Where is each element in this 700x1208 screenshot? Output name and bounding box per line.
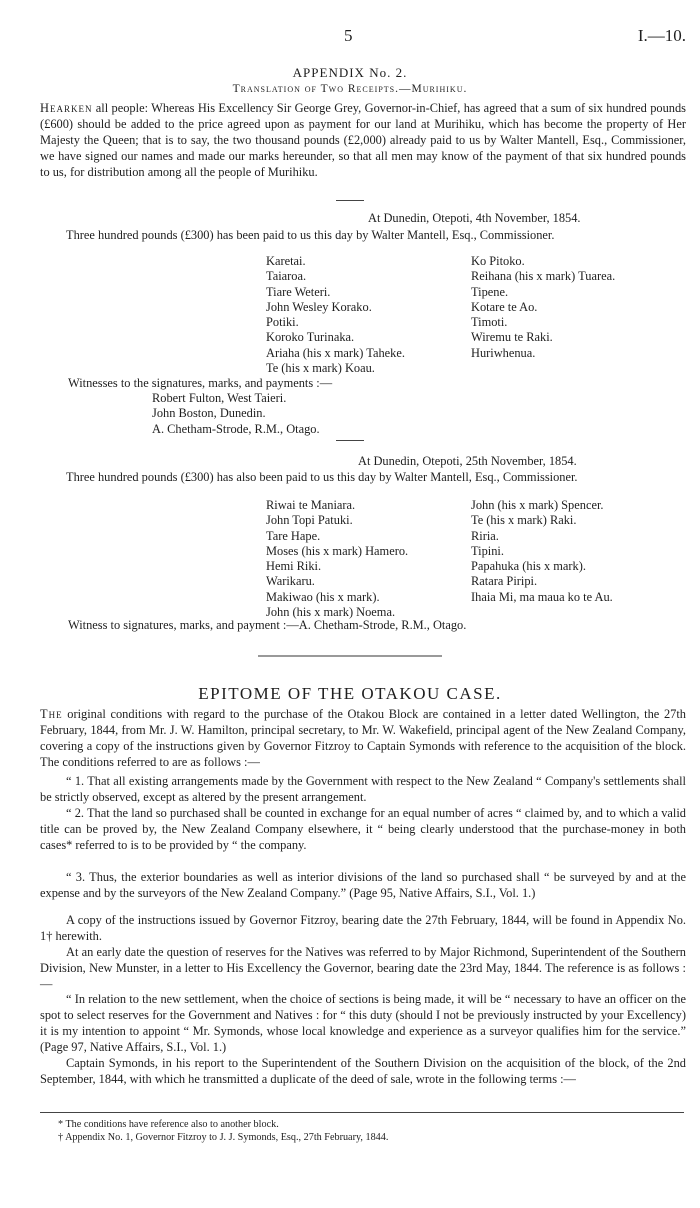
receipt2-statement: Three hundred pounds (£300) has also been paid to us this day by Walter Mantell, Esq., Commissioner.: [66, 470, 578, 484]
appendix-intro: [40, 100, 686, 180]
receipt1-witness-heading: Witnesses to the signatures, marks, and payments :—: [68, 376, 333, 390]
signatory: Ariaha (his x mark) Taheke.: [266, 345, 405, 360]
signatory: Makiwao (his x mark).: [266, 589, 380, 604]
witness: John Boston, Dunedin.: [152, 406, 266, 421]
signatory: Huriwhenua.: [471, 345, 536, 360]
epitome-paragraph: A copy of the instructions issued by Governor Fitzroy, bearing date the 27th February, 1844, will be found in Appendix No. 1† herewith.: [40, 913, 686, 943]
signatory: Tare Hape.: [266, 528, 321, 543]
signatory: Te (his x mark) Raki.: [471, 513, 577, 528]
receipt1-signatories-left: [266, 254, 405, 376]
signatory: John Wesley Korako.: [266, 299, 372, 314]
section-divider: [336, 200, 364, 201]
epitome-paragraph-text: original conditions with regard to the purchase of the Otakou Block are contained in a letter dated Wellington, the 27th February, 1844, from Mr. J. W. Hamilton, principal secretary, to Mr. W. Wakefield, principal agent of the New Zealand Company, covering a copy of the instructions given by Governor Fitzroy to Captain Symonds with reference to the acquisition of the block. The conditions referred to are as follows :—: [40, 707, 686, 769]
signatory: Koroko Turinaka.: [266, 330, 355, 345]
epitome-paragraph: [40, 706, 686, 770]
signatory: Tipini.: [471, 543, 504, 558]
quoted-condition-3: “ 3. Thus, the exterior boundaries as well as interior divisions of the land so purchased shall “ be surveyed by and at the expense and by the surveyors of the New Zealand Company.” (Page 95, Native Affairs, S.I., Vol. 1.): [40, 870, 686, 900]
signatory: Papahuka (his x mark).: [471, 559, 586, 574]
signatory: Reihana (his x mark) Tuarea.: [471, 269, 616, 284]
section-divider: [258, 655, 442, 657]
signatory: John (his x mark) Noema.: [266, 605, 396, 620]
signatory: Kotare te Ao.: [471, 299, 538, 314]
signatory: Timoti.: [471, 315, 508, 330]
epitome-paragraph: At an early date the question of reserves for the Natives was referred to by Major Richmond, Superintendent of the Southern Division, New Munster, in a letter to His Excellency the Governor, bearing date the 23rd May, 1844. The reference is as follows :—: [40, 945, 686, 991]
intro-text: all people: Whereas His Excellency Sir George Grey, Governor-in-Chief, has agreed that a sum of six hundred pounds (£600) should be added to the price agreed upon as payment for our land at Murihiku, which has become the property of Her Majesty the Queen; that is to say, the two thousand pounds (£2,000) already paid to us by Walter Mantell, Esq., Commissioner, we have signed our names and made our marks hereunder, so that all men may know of the payment of that six hundred pounds to us, for distribution among all the people of Murihiku.: [40, 101, 686, 179]
signatory: Wiremu te Raki.: [471, 330, 553, 345]
signatory: Ihaia Mi, ma maua ko te Au.: [471, 589, 613, 604]
epitome-lead-word: The: [40, 707, 63, 721]
receipt2-signatories-left: [266, 498, 408, 620]
epitome-title: EPITOME OF THE OTAKOU CASE.: [198, 684, 502, 703]
signatory: Tiare Weteri.: [266, 284, 331, 299]
intro-lead-word: Hearken: [40, 101, 93, 115]
receipt2-dateline: At Dunedin, Otepoti, 25th November, 1854.: [358, 454, 577, 468]
witness: A. Chetham-Strode, R.M., Otago.: [152, 421, 320, 436]
signatory: Te (his x mark) Koau.: [266, 361, 375, 376]
appendix-subtitle: Translation of Two Receipts.—Murihiku.: [232, 83, 468, 95]
quoted-condition-1: “ 1. That all existing arrangements made by the Government with respect to the New Zealand “ Company's settlements shall be strictly observed, except as altered by the present arrangement.: [40, 774, 686, 804]
footnote: * The conditions have reference also to another block.: [58, 1119, 279, 1130]
footnote-divider: [40, 1112, 684, 1113]
receipt1-statement: Three hundred pounds (£300) has been paid to us this day by Walter Mantell, Esq., Commissioner.: [66, 228, 555, 242]
signatory: Hemi Riki.: [266, 559, 322, 574]
signatory: Riwai te Maniara.: [266, 498, 356, 512]
signatory: John Topi Patuki.: [266, 513, 353, 528]
section-divider: [336, 440, 364, 441]
quoted-letter: “ In relation to the new settlement, when the choice of sections is being made, it will be “ necessary to have an officer on the spot to select reserves for the Government and Natives : for “ this duty (should I not be previously instructed by your Excellency) it is my intention to appoint “ Mr. Symonds, whose local knowledge and experience as a surveyor qualifies him for the service.” (Page 97, Native Affairs, S.I., Vol. 1.): [40, 992, 686, 1054]
receipt2-signatories-right: [471, 498, 613, 605]
signatory: John (his x mark) Spencer.: [471, 498, 604, 512]
signatory: Moses (his x mark) Hamero.: [266, 543, 409, 558]
signatory: Karetai.: [266, 254, 306, 268]
footnote: † Appendix No. 1, Governor Fitzroy to J. J. Symonds, Esq., 27th February, 1844.: [58, 1132, 389, 1143]
epitome-paragraph: Captain Symonds, in his report to the Superintendent of the Southern Division on the acquisition of the block, of the 2nd September, 1844, with which he transmitted a duplicate of the deed of sale, wrote in the following terms :—: [40, 1056, 686, 1086]
receipt1-dateline: At Dunedin, Otepoti, 4th November, 1854.: [368, 211, 581, 225]
signatory: Potiki.: [266, 315, 299, 330]
signatory: Tipene.: [471, 284, 509, 299]
receipt2-witness-line: Witness to signatures, marks, and payment :—A. Chetham-Strode, R.M., Otago.: [68, 618, 467, 632]
receipt1-signatories-right: [471, 254, 615, 361]
signatory: Taiaroa.: [266, 269, 307, 284]
page-number: 5: [344, 26, 353, 45]
signatory: Warikaru.: [266, 574, 315, 589]
quoted-condition-2: “ 2. That the land so purchased shall be counted in exchange for an equal number of acres “ claimed by, and to which a valid title can be proved by, the New Zealand Company elsewhere, it “ being clearly understood that the purchase-money in both cases* referred to is to be provided by “ the company.: [40, 806, 686, 852]
appendix-title: APPENDIX No. 2.: [292, 65, 408, 80]
signatory: Ratara Piripi.: [471, 574, 538, 589]
signatory: Ko Pitoko.: [471, 254, 525, 268]
witness: Robert Fulton, West Taieri.: [152, 391, 287, 405]
receipt1-witnesses: [152, 391, 320, 437]
document-code: I.—10.: [637, 26, 686, 45]
signatory: Riria.: [471, 528, 499, 543]
